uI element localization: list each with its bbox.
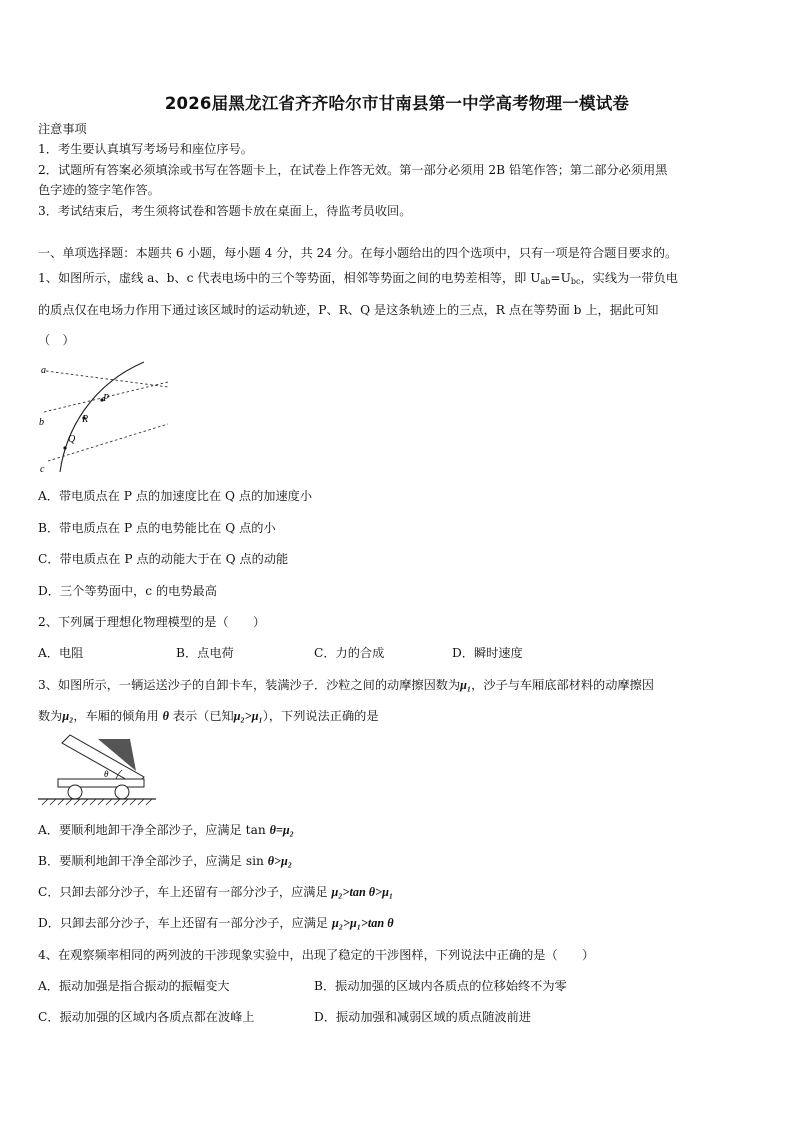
question-2-option-a: A．电阻	[38, 646, 84, 660]
question-4-option-b: B．振动加强的区域内各质点的位移始终不为零	[314, 979, 567, 993]
label-q: Q	[68, 434, 76, 445]
question-1-answer-bracket: （ ）	[38, 333, 75, 347]
question-3-option-a: A．要顺利地卸干净全部沙子，应满足 tan θ=μ₂	[38, 823, 294, 837]
point-q	[63, 446, 66, 449]
section-heading: 一、单项选择题：本题共 6 小题，每小题 4 分，共 24 分。在每小题给出的四个选项中，只有一项是符合题目要求的。	[38, 246, 678, 260]
question-3-stem: 3、如图所示，一辆运送沙子的自卸卡车，装满沙子．沙粒之间的动摩擦因数为μ₁，沙子与车厢底部材料的动摩擦因	[38, 678, 654, 692]
label-b: b	[39, 417, 44, 428]
question-1-option-a: A．带电质点在 P 点的加速度比在 Q 点的加速度小	[38, 489, 313, 503]
label-r: R	[82, 414, 89, 425]
question-4-option-d: D．振动加强和减弱区域的质点随波前进	[314, 1010, 531, 1024]
question-1-stem: 1、如图所示，虚线 a、b、c 代表电场中的三个等势面，相邻等势面之间的电势差相等，即 $U_{ab}=U_{bc}$，实线为一带负电	[38, 271, 678, 286]
question-2-option-d: D．瞬时速度	[452, 646, 523, 660]
question-1-option-c: C．带电质点在 P 点的动能大于在 Q 点的动能	[38, 552, 289, 566]
question-3-option-c: C．只卸去部分沙子，车上还留有一部分沙子，应满足 μ₂>tan θ>μ₁	[38, 885, 394, 899]
question-2-option-c: C．力的合成	[314, 646, 385, 660]
wheel-front	[68, 785, 82, 799]
notice-item: 1．考生要认真填写考场号和座位序号。	[38, 142, 253, 156]
label-c: c	[40, 464, 45, 475]
question-1-stem-line2: 的质点仅在电场力作用下通过该区域时的运动轨迹，P、R、Q 是这条轨迹上的三点，R 点在等势面 b 上，据此可知	[38, 303, 659, 317]
equipotential-figure	[36, 360, 176, 475]
question-3-stem-line2: 数为μ₂，车厢的倾角用 θ 表示（已知μ₂>μ₁），下列说法正确的是	[38, 709, 379, 723]
question-2-stem: 2、下列属于理想化物理模型的是（ ）	[38, 615, 266, 629]
notice-item: 色字迹的签字笔作答。	[38, 183, 160, 197]
label-p: P	[103, 393, 110, 404]
ground-hatch	[42, 799, 152, 805]
question-4-option-c: C．振动加强的区域内各质点都在波峰上	[38, 1010, 255, 1024]
label-a: a	[41, 365, 46, 376]
dump-truck-figure	[38, 733, 160, 807]
theta-label: θ	[104, 769, 109, 779]
question-4-option-a: A．振动加强是指合振动的振幅变大	[38, 979, 230, 993]
question-3-option-b: B．要顺利地卸干净全部沙子，应满足 sin θ>μ₂	[38, 854, 293, 868]
notice-heading: 注意事项	[38, 122, 87, 136]
question-4-stem: 4、在观察频率相同的两列波的干涉现象实验中，出现了稳定的干涉图样，下列说法中正确的是（ ）	[38, 948, 595, 962]
question-2-option-b: B．点电荷	[176, 646, 234, 660]
notice-item: 3．考试结束后，考生须将试卷和答题卡放在桌面上，待监考员收回。	[38, 204, 412, 218]
notice-item: 2．试题所有答案必须填涂或书写在答题卡上，在试卷上作答无效。第一部分必须用 2B 铅笔作答；第二部分必须用黑	[38, 163, 668, 177]
question-3-option-d: D．只卸去部分沙子，车上还留有一部分沙子，应满足 μ₂>μ₁>tan θ	[38, 916, 394, 930]
question-1-option-b: B．带电质点在 P 点的电势能比在 Q 点的小	[38, 521, 276, 535]
wheel-rear	[115, 785, 129, 799]
exam-title: 2026届黑龙江省齐齐哈尔市甘南县第一中学高考物理一模试卷	[164, 94, 630, 113]
question-1-option-d: D．三个等势面中，c 的电势最高	[38, 584, 217, 598]
